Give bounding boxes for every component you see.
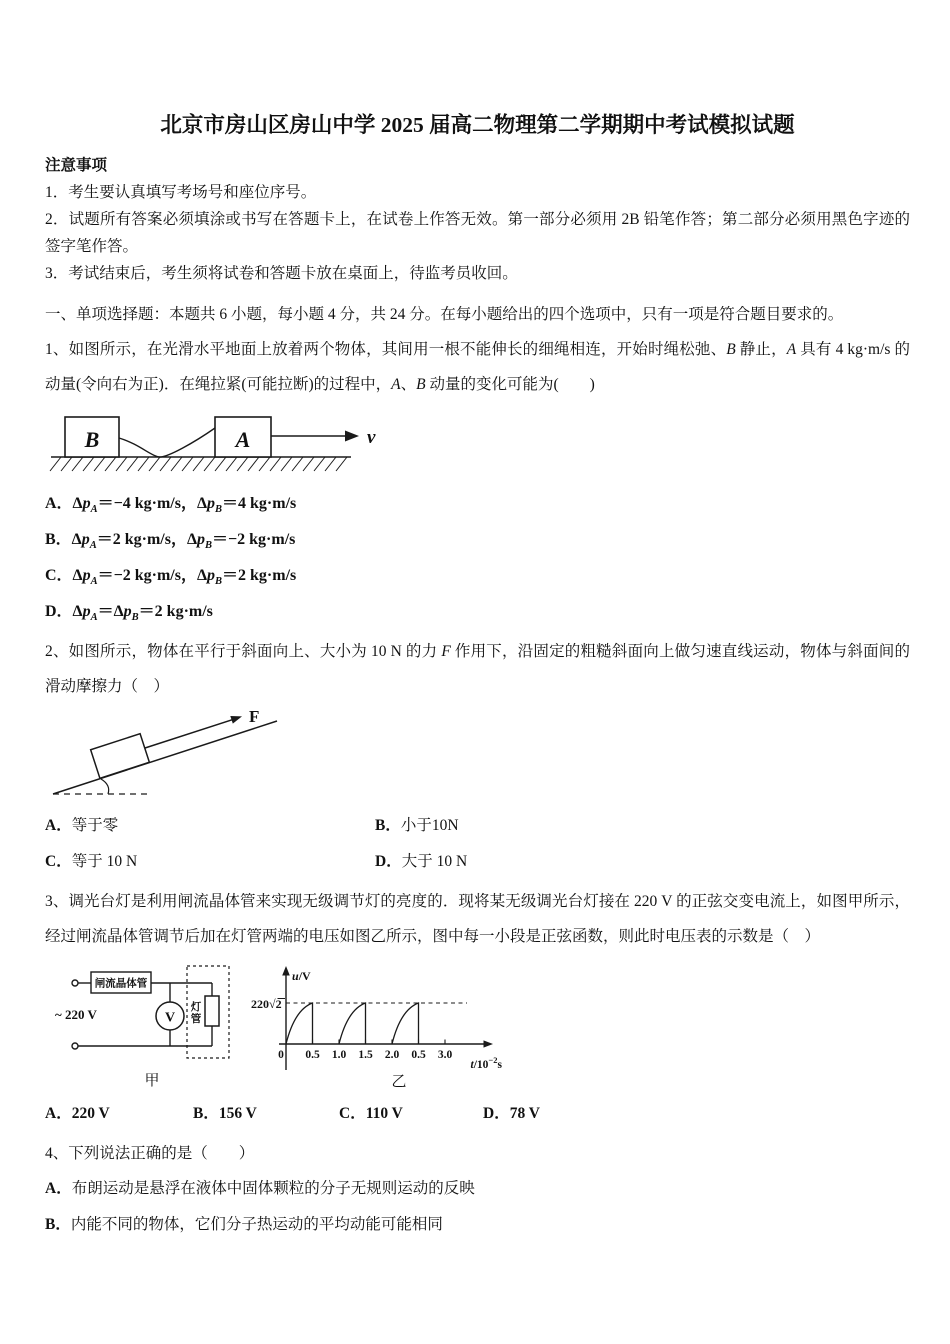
force-label: F	[249, 707, 260, 726]
figure-q3-row	[45, 958, 910, 1090]
notice-item-3: 3．考试结束后，考生须将试卷和答题卡放在桌面上，待监考员收回。	[45, 265, 518, 282]
circuit-caption: 甲	[144, 1073, 160, 1089]
question-1-stem: 1、如图所示，在光滑水平地面上放着两个物体，其间用一根不能伸长的细绳相连，开始时绳松弛、B 静止，A 具有 4 kg·m/s 的动量(令向右为正)．在绳拉紧(可能拉断)的过程中，A、B 动量的变化可能为( )	[45, 341, 910, 393]
x-tick-3: 1.5	[358, 1049, 373, 1061]
x-tick-0: 0	[278, 1049, 284, 1061]
q3-option-d: D．78 V	[483, 1105, 540, 1122]
terminal-top	[72, 980, 78, 986]
y-axis-arrow	[282, 966, 290, 976]
waveform-segment-2	[339, 1003, 366, 1044]
block-b-label: B	[84, 427, 100, 452]
notice-item-1: 1．考生要认真填写考场号和座位序号。	[45, 184, 317, 201]
force-arrow-head	[230, 716, 242, 724]
q3-option-c: C．110 V	[339, 1105, 403, 1122]
lamp-label-char-2: 管	[190, 1014, 202, 1025]
source-voltage-label: ~ 220 V	[55, 1007, 97, 1022]
figure-q3-voltage-graph	[249, 958, 504, 1090]
q1-option-d: D．$\Delta p_A=\Delta p_B=2$ kg·m/s	[45, 603, 213, 624]
q1-option-a: A．$\Delta p_A=-4$ kg·m/s，$\Delta p_B=4$ kg·m/s	[45, 495, 297, 516]
x-tick-6: 3.0	[437, 1049, 453, 1061]
block-a-label: A	[235, 427, 251, 452]
slack-rope	[119, 428, 215, 457]
question-2-stem: 2、如图所示，物体在平行于斜面向上、大小为 10 N 的力 F 作用下，沿固定的粗糙斜面向上做匀速直线运动，物体与斜面间的滑动摩擦力（ ）	[45, 643, 910, 695]
incline-surface	[53, 721, 277, 794]
notice-heading: 注意事项	[45, 157, 108, 174]
q2-option-c: C．等于 10 N	[45, 853, 138, 870]
q1-option-b: B．$\Delta p_A=2$ kg·m/s，$\Delta p_B=-2$ kg·m/s	[45, 531, 296, 552]
angle-arc	[101, 779, 109, 794]
question-1-options	[45, 486, 910, 630]
x-tick-1: 0.5	[305, 1049, 320, 1061]
x-tick-4: 2.0	[384, 1049, 400, 1061]
voltmeter-label: V	[164, 1010, 176, 1026]
q2-option-d: D．大于 10 N	[375, 853, 468, 870]
notice-item-2: 2．试题所有答案必须填涂或书写在答题卡上，在试卷上作答无效。第一部分必须用 2B 铅笔作答；第二部分必须用黑色字迹的签字笔作答。	[45, 211, 910, 255]
graph-caption: 乙	[391, 1074, 407, 1090]
figure-q3-circuit	[55, 958, 235, 1090]
ground-hatching	[50, 457, 347, 471]
waveform-segment-3	[392, 1003, 419, 1044]
x-tick-5: 0.5	[411, 1049, 426, 1061]
question-2-options	[45, 808, 910, 880]
velocity-label: v	[367, 427, 376, 448]
q3-option-b: B．156 V	[193, 1105, 257, 1122]
x-tick-2: 1.0	[331, 1049, 347, 1061]
thyristor-label: 闸流晶体管	[94, 978, 148, 990]
question-4-stem: 4、下列说法正确的是（ ）	[45, 1145, 255, 1162]
block-on-incline	[91, 734, 150, 779]
section-1-heading: 一、单项选择题：本题共 6 小题，每小题 4 分，共 24 分。在每小题给出的四个选项中，只有一项是符合题目要求的。	[45, 306, 844, 323]
terminal-bottom	[72, 1043, 78, 1049]
lamp-resistor	[205, 996, 219, 1026]
y-axis-label: u/V	[292, 969, 311, 983]
figure-q1-blocks-rope	[45, 404, 385, 478]
q3-option-a: A．220 V	[45, 1105, 110, 1122]
x-axis-arrow	[484, 1040, 494, 1047]
x-axis-label: $t/10^{-2}s$	[470, 1055, 502, 1071]
q4-option-a: A．布朗运动是悬浮在液体中固体颗粒的分子无规则运动的反映	[45, 1180, 475, 1197]
question-3-options	[45, 1096, 910, 1132]
question-3-stem: 3、调光台灯是利用闸流晶体管来实现无级调节灯的亮度的．现将某无级调光台灯接在 220 V 的正弦交变电流上，如图甲所示，经过闸流晶体管调节后加在灯管两端的电压如图乙所示，图中每一小段是正弦函数，则此时电压表的示数是（ ）	[45, 893, 910, 945]
velocity-arrow-head	[345, 431, 359, 442]
page-title: 北京市房山区房山中学 2025 届高二物理第二学期期中考试模拟试题	[160, 113, 795, 137]
q1-option-c: C．$\Delta p_A=-2$ kg·m/s，$\Delta p_B=2$ kg·m/s	[45, 567, 297, 588]
force-arrow-shaft	[145, 720, 232, 748]
q2-option-b: B．小于10N	[375, 817, 459, 834]
peak-value-label: 220√2	[251, 997, 282, 1011]
figure-q2-incline	[45, 706, 295, 802]
q2-option-a: A．等于零	[45, 817, 119, 834]
waveform-segment-1	[286, 1003, 313, 1044]
lamp-label-char-1: 灯	[190, 1002, 202, 1013]
q4-option-b: B．内能不同的物体，它们分子热运动的平均动能可能相同	[45, 1216, 443, 1233]
